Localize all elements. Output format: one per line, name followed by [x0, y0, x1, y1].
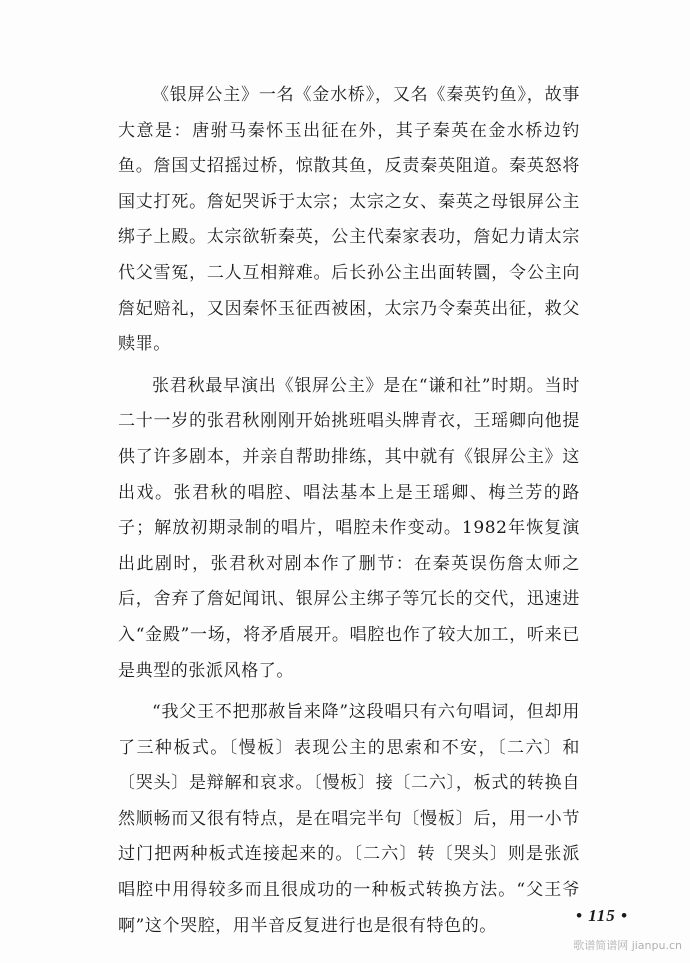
body-text — [118, 78, 580, 950]
paragraph-performance-history: 张君秋最早演出《银屏公主》是在“谦和社”时期。当时二十一岁的张君秋刚刚开始挑班唱头牌青衣，王瑶卿向他提供了许多剧本，并亲自帮助排练，其中就有《银屏公主》这出戏。张君秋的唱腔、唱法基本上是王瑶卿、梅兰芳的路子；解放初期录制的唱片，唱腔未作变动。1982年恢复演出此剧时，张君秋对剧本作了删节：在秦英误伤詹太师之后，舍弃了詹妃闻讯、银屏公主绑子等冗长的交代，迅速进入“金殿”一场，将矛盾展开。唱腔也作了较大加工，听来已是典型的张派风格了。 — [118, 375, 580, 681]
paragraph-aria-analysis: “我父王不把那赦旨来降”这段唱只有六句唱词，但却用了三种板式。〔慢板〕表现公主的思索和不安，〔二六〕和〔哭头〕是辩解和哀求。〔慢板〕接〔二六〕，板式的转换自然顺畅而又很有特点，是在唱完半句〔慢板〕后，用一小节过门把两种板式连接起来的。〔二六〕转〔哭头〕则是张派唱腔中用得较多而且很成功的一种板式转换方法。“父王爷啊”这个哭腔，用半音反复进行也是很有特色的。 — [118, 702, 580, 936]
site-watermark: 歌谱简谱网 jianpu.cn — [573, 939, 682, 952]
page-number: • 115 • — [576, 906, 628, 925]
paragraph-plot-summary: 《银屏公主》一名《金水桥》，又名《秦英钓鱼》，故事大意是：唐驸马秦怀玉出征在外，其子秦英在金水桥边钓鱼。詹国丈招摇过桥，惊散其鱼，反责秦英阻道。秦英怒将国丈打死。詹妃哭诉于太宗；太宗之女、秦英之母银屏公主绑子上殿。太宗欲斩秦英，公主代秦家表功，詹妃力请太宗代父雪冤，二人互相辩难。后长孙公主出面转圜，令公主向詹妃赔礼，又因秦怀玉征西被困，太宗乃令秦英出征，救父赎罪。 — [118, 85, 580, 355]
